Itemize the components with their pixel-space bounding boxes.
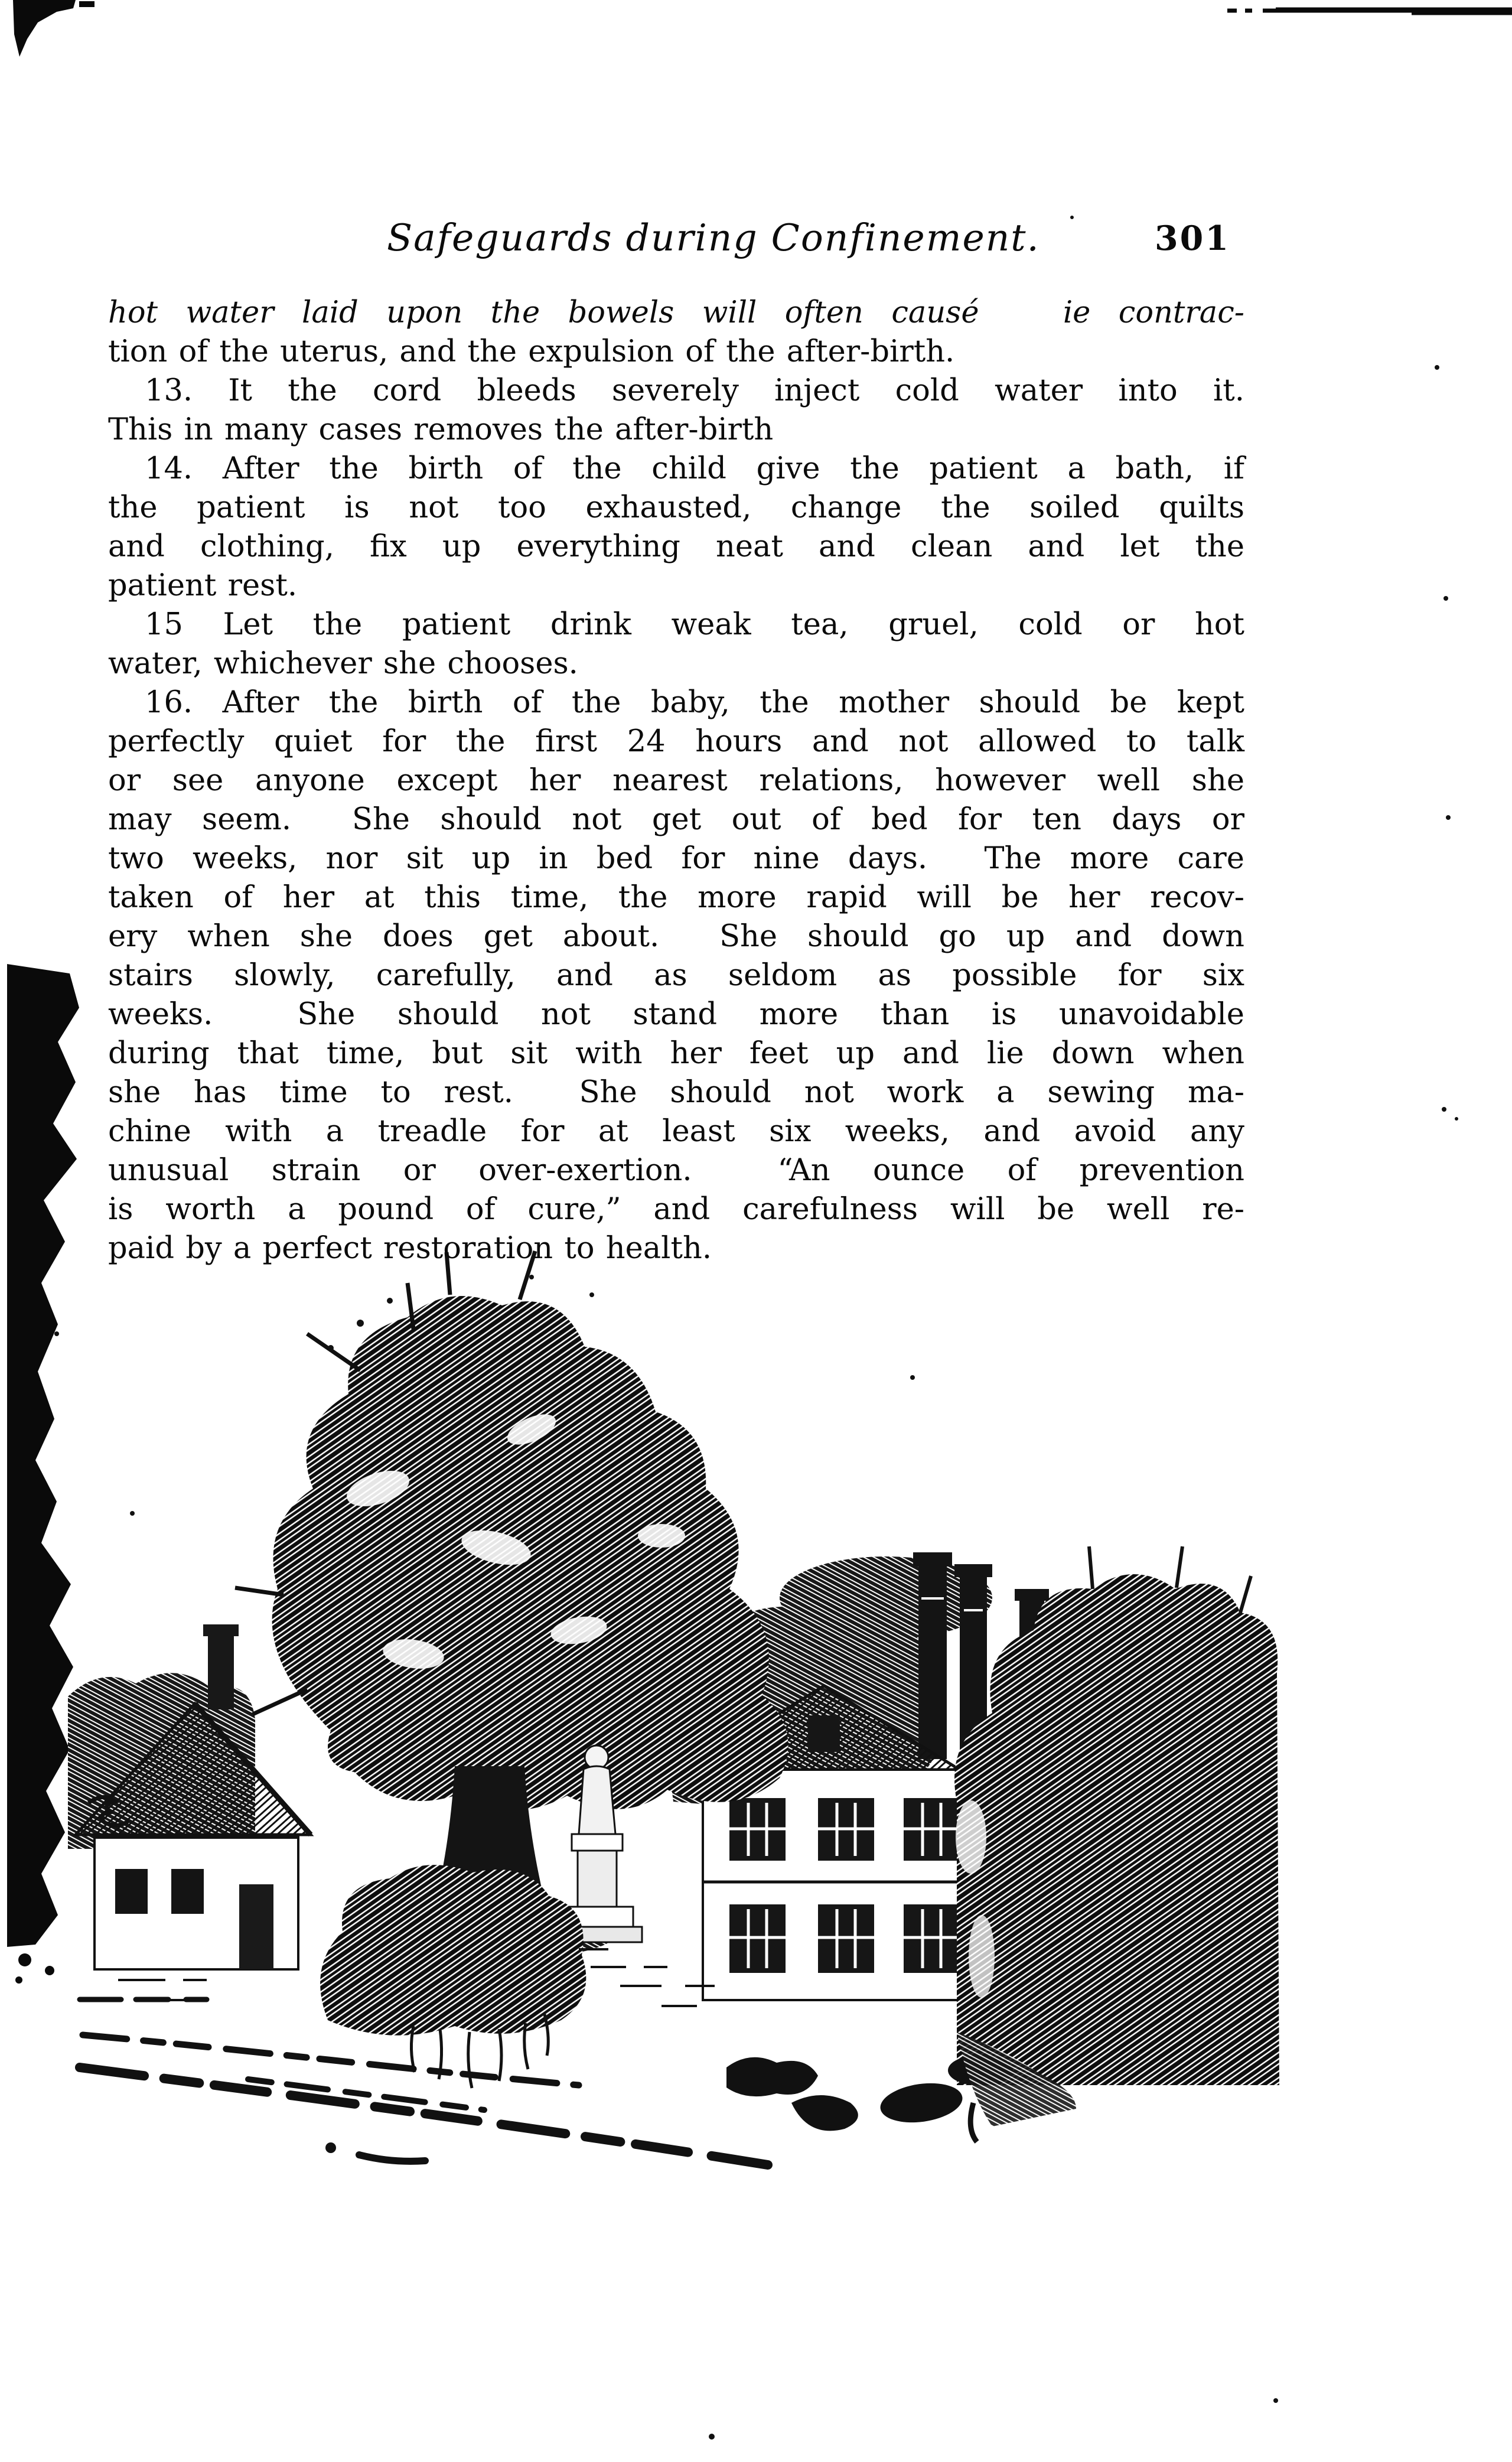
cottage — [76, 1591, 361, 1969]
text-line: stairs slowly, carefully, and as seldom as possible for six — [108, 958, 1244, 993]
text-line: paid by a perfect restoration to health. — [108, 1231, 712, 1266]
manor-gable — [688, 1686, 960, 1770]
manor-chimney — [918, 1563, 947, 1759]
text-line: hot water laid upon the bowels will often causé ie contrac- — [108, 295, 1244, 330]
text-line: perfectly quiet for the first 24 hours and not allowed to talk — [108, 724, 1244, 759]
text-line: weeks. She should not stand more than is unavoidable — [108, 997, 1244, 1032]
big-tree — [235, 1251, 915, 1960]
text-line: tion of the uterus, and the expulsion of the after-birth. — [108, 334, 955, 369]
text-line: taken of her at this time, the more rapid will be her recov- — [108, 880, 1244, 915]
page-number: 301 — [1155, 219, 1230, 258]
text-line: 16. After the birth of the baby, the mother should be kept — [145, 685, 1244, 720]
leaf-specks — [328, 1275, 915, 1380]
text-line: during that time, but sit with her feet up and lie down when — [108, 1036, 1244, 1071]
manor-house — [688, 1552, 1049, 2000]
right-hedge — [954, 1546, 1279, 2085]
page-header — [0, 216, 1512, 287]
manor-wall — [703, 1770, 1031, 2000]
text-line: may seem. She should not get out of bed for ten days or — [108, 802, 1244, 837]
text-line: the patient is not too exhausted, change the soiled quilts — [108, 490, 1244, 525]
text-line: and clothing, fix up everything neat and clean and let the — [108, 529, 1244, 564]
text-line: two weeks, nor sit up in bed for nine days. The more care — [108, 841, 1244, 876]
manor-windows — [729, 1798, 960, 1973]
body-text — [108, 294, 1244, 1268]
cottage-wall — [94, 1835, 298, 1969]
left-curly-mark — [89, 1797, 129, 1825]
text-line: 15 Let the patient drink weak tea, gruel, cold or hot — [145, 607, 1244, 642]
tree-canopy — [272, 1296, 788, 1810]
canopy-light-patches — [343, 1408, 685, 1672]
text-line: ery when she does get about. She should go up and down — [108, 919, 1244, 954]
foreground-bush — [320, 1865, 586, 2088]
driveway — [80, 1999, 768, 2165]
cottage-roof — [76, 1704, 311, 1835]
squiggle-mark — [970, 2103, 977, 2142]
text-line: she has time to rest. She should not work a sewing ma- — [108, 1075, 1244, 1110]
house-and-tree-engraving — [68, 1251, 1279, 2165]
running-head-title: Safeguards during Confinement. — [387, 216, 1040, 259]
text-line: 13. It the cord bleeds severely inject cold water into it. — [145, 373, 1244, 408]
text-line: water, whichever she chooses. — [108, 646, 578, 681]
tree-trunk — [434, 1766, 546, 1908]
text-line: This in many cases removes the after-birth — [108, 412, 774, 447]
left-backdrop-trees — [68, 1673, 255, 1849]
corner-ink-blob — [13, 0, 76, 57]
text-line: unusual strain or over-exertion. “An ounce of prevention — [108, 1153, 1244, 1188]
statue — [552, 1745, 642, 1942]
text-line: patient rest. — [108, 568, 298, 603]
text-line: 14. After the birth of the child give the patient a bath, if — [145, 451, 1244, 486]
tree-branches — [235, 1251, 535, 1714]
right-foreground-shrubs — [726, 2055, 1013, 2131]
text-line: or see anyone except her nearest relations, however well she — [108, 763, 1244, 798]
lawn-hatching — [118, 1949, 715, 2006]
text-line: chine with a treadle for at least six weeks, and avoid any — [108, 1114, 1244, 1149]
cottage-chimney — [208, 1635, 234, 1709]
left-margin-ink-strip — [7, 964, 79, 1947]
text-line: is worth a pound of cure,” and carefulness will be well re- — [108, 1192, 1244, 1227]
